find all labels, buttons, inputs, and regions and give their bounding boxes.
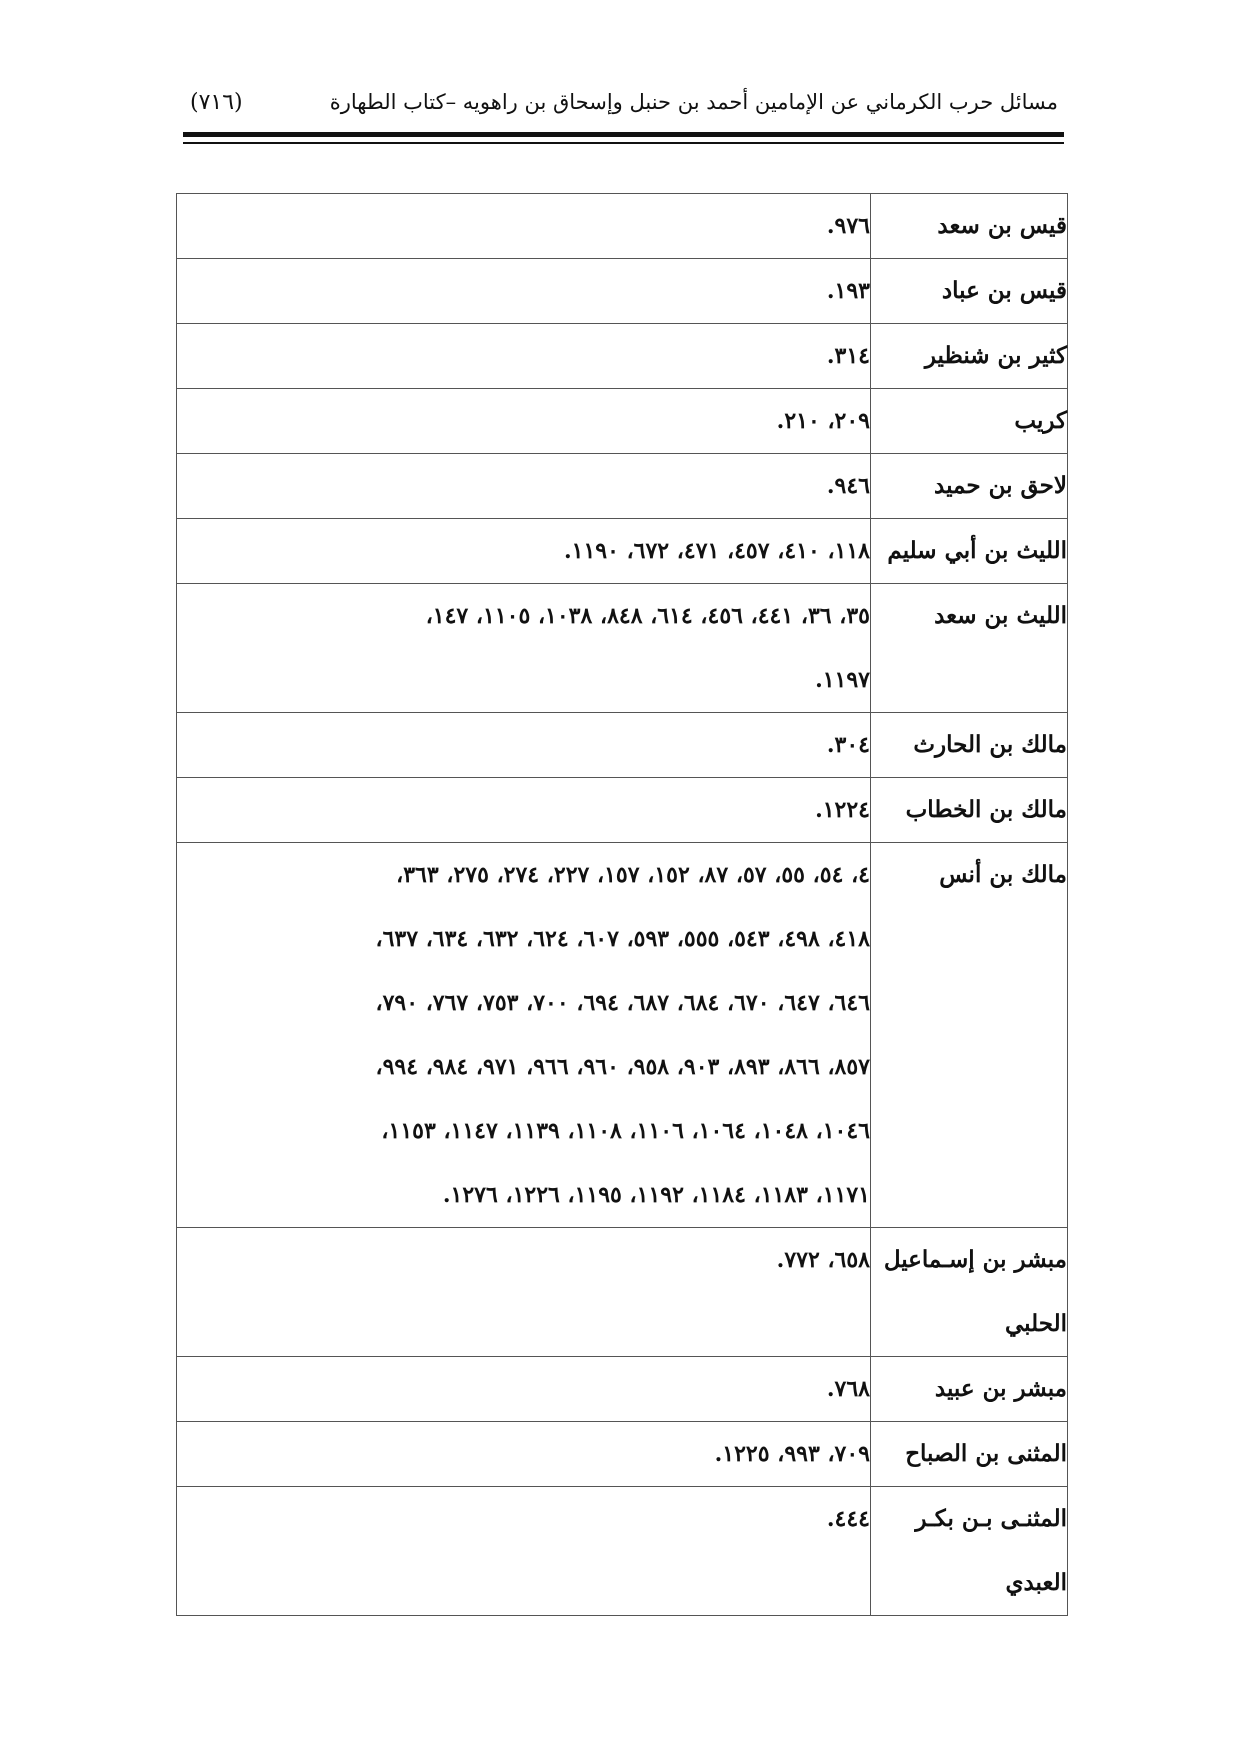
narration-numbers xyxy=(177,324,871,389)
narration-numbers xyxy=(177,713,871,778)
narrator-name: قيس بن عباد xyxy=(871,259,1068,324)
page-number: (٧١٦) xyxy=(190,89,243,115)
reference-line: ٦٤٦، ٦٤٧، ٦٧٠، ٦٨٤، ٦٨٧، ٦٩٤، ٧٠٠، ٧٥٣، ٧٦٧، ٧٩٠، xyxy=(375,990,870,1016)
table-row xyxy=(177,519,1068,584)
narrator-name: مالك بن الحارث xyxy=(871,713,1068,778)
table-row xyxy=(177,843,1068,1228)
table-row xyxy=(177,1228,1068,1357)
narrator-name: الليث بن أبي سليم xyxy=(871,519,1068,584)
reference-line: ٧٠٩، ٩٩٣، ١٢٢٥. xyxy=(714,1441,870,1467)
narrator-name: كثير بن شنظير xyxy=(871,324,1068,389)
narrator-name: المثنـى بـن بكـر العبدي xyxy=(871,1487,1068,1616)
reference-line: ٦٥٨، ٧٧٢. xyxy=(776,1247,870,1273)
reference-line: ٧٦٨. xyxy=(826,1376,870,1402)
reference-line: ٨٥٧، ٨٦٦، ٨٩٣، ٩٠٣، ٩٥٨، ٩٦٠، ٩٦٦، ٩٧١، ٩٨٤، ٩٩٤، xyxy=(375,1054,870,1080)
narrator-name: مالك بن أنس xyxy=(871,843,1068,1228)
narrator-name: مالك بن الخطاب xyxy=(871,778,1068,843)
narration-numbers xyxy=(177,778,871,843)
reference-line: ١٠٤٦، ١٠٤٨، ١٠٦٤، ١١٠٦، ١١٠٨، ١١٣٩، ١١٤٧، ١١٥٣، xyxy=(381,1118,870,1144)
table-row xyxy=(177,778,1068,843)
header-rule-thin xyxy=(183,142,1064,144)
narration-numbers xyxy=(177,1357,871,1422)
reference-line: ٢٠٩، ٢١٠. xyxy=(776,408,870,434)
table-row xyxy=(177,1422,1068,1487)
reference-line: ٣٠٤. xyxy=(826,732,870,758)
narration-numbers xyxy=(177,519,871,584)
reference-line: ١١٩٧. xyxy=(815,667,870,693)
narrator-name: قيس بن سعد xyxy=(871,194,1068,259)
narrator-name: مبشر بن عبيد xyxy=(871,1357,1068,1422)
narration-numbers xyxy=(177,1228,871,1357)
table-row xyxy=(177,1357,1068,1422)
narrator-name: مبشر بن إسـماعيل الحلبي xyxy=(871,1228,1068,1357)
narration-numbers xyxy=(177,259,871,324)
narrator-name: الليث بن سعد xyxy=(871,584,1068,713)
table-row xyxy=(177,324,1068,389)
narration-numbers xyxy=(177,194,871,259)
narration-numbers xyxy=(177,389,871,454)
reference-line: ٩٧٦. xyxy=(826,213,870,239)
narrator-name: المثنى بن الصباح xyxy=(871,1422,1068,1487)
table-row xyxy=(177,584,1068,713)
reference-line: ٣١٤. xyxy=(826,343,870,369)
reference-line: ٣٥، ٣٦، ٤٤١، ٤٥٦، ٦١٤، ٨٤٨، ١٠٣٨، ١١٠٥، ١٤٧، xyxy=(425,603,870,629)
table-row xyxy=(177,1487,1068,1616)
header-rule-thick xyxy=(183,132,1064,137)
reference-line: ٤٤٤. xyxy=(826,1506,870,1532)
index-table xyxy=(176,193,1068,1616)
table-row xyxy=(177,713,1068,778)
narrator-name: كريب xyxy=(871,389,1068,454)
table-row xyxy=(177,259,1068,324)
page-header xyxy=(170,82,1058,122)
narration-numbers xyxy=(177,454,871,519)
table-row xyxy=(177,454,1068,519)
index-table-body xyxy=(177,194,1068,1616)
reference-line: ٩٤٦. xyxy=(826,473,870,499)
narration-numbers xyxy=(177,1422,871,1487)
table-row xyxy=(177,389,1068,454)
narration-numbers xyxy=(177,843,871,1228)
running-title: مسائل حرب الكرماني عن الإمامين أحمد بن حنبل وإسحاق بن راهويه –كتاب الطهارة xyxy=(329,90,1058,114)
reference-line: ١١٧١، ١١٨٣، ١١٨٤، ١١٩٢، ١١٩٥، ١٢٢٦، ١٢٧٦. xyxy=(442,1182,870,1208)
reference-line: ٤، ٥٤، ٥٥، ٥٧، ٨٧، ١٥٢، ١٥٧، ٢٢٧، ٢٧٤، ٢٧٥، ٣٦٣، xyxy=(396,862,870,888)
reference-line: ١٩٣. xyxy=(826,278,870,304)
table-row xyxy=(177,194,1068,259)
narration-numbers xyxy=(177,1487,871,1616)
reference-line: ٤١٨، ٤٩٨، ٥٤٣، ٥٥٥، ٥٩٣، ٦٠٧، ٦٢٤، ٦٣٢، ٦٣٤، ٦٣٧، xyxy=(375,926,870,952)
reference-line: ١١٨، ٤١٠، ٤٥٧، ٤٧١، ٦٧٢، ١١٩٠. xyxy=(563,538,870,564)
reference-line: ١٢٢٤. xyxy=(815,797,870,823)
narrator-name: لاحق بن حميد xyxy=(871,454,1068,519)
narration-numbers xyxy=(177,584,871,713)
